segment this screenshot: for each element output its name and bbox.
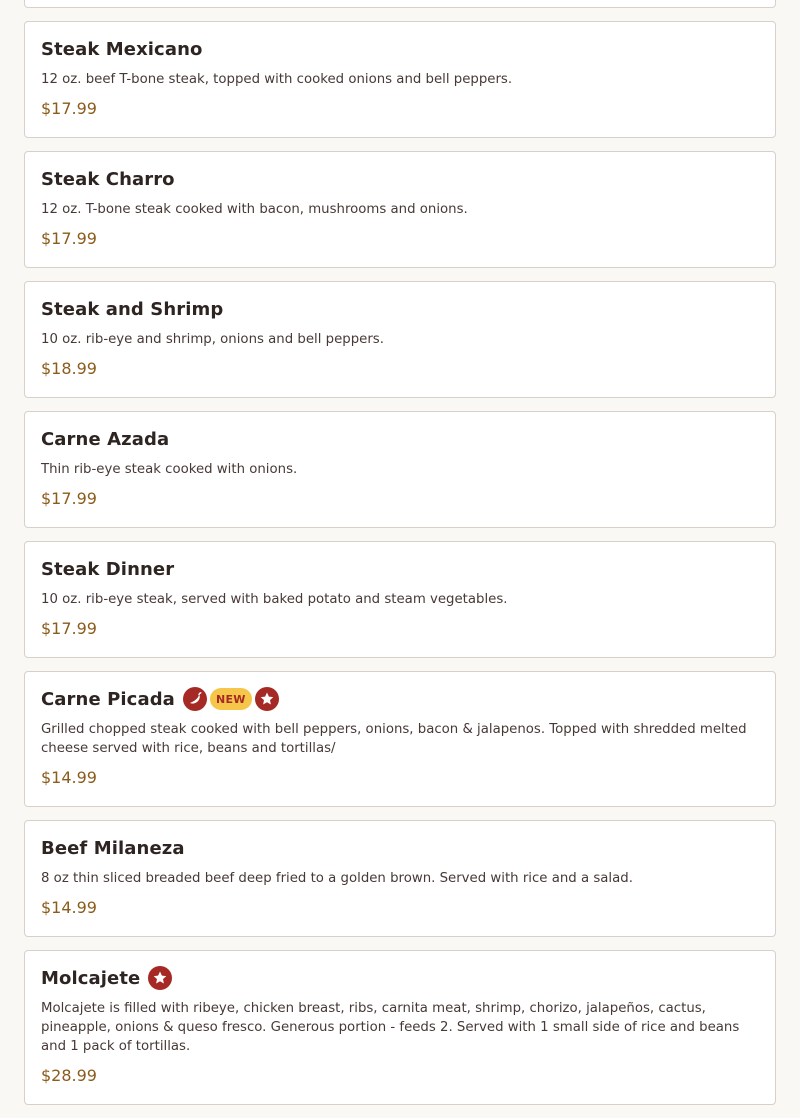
menu-item-card[interactable] [24, 21, 776, 138]
menu-item-card[interactable] [24, 151, 776, 268]
item-description: Molcajete is filled with ribeye, chicken breast, ribs, carnita meat, shrimp, chorizo, jalapeños, cactus, pineapple, onions & queso fresco. Generous portion - feeds 2. Served with 1 small side of rice and beans and 1 pack of tortillas. [41, 1001, 740, 1054]
item-price: $14.99 [41, 768, 97, 787]
item-description: 12 oz. T-bone steak cooked with bacon, mushrooms and onions. [41, 202, 468, 217]
item-description: 10 oz. rib-eye and shrimp, onions and bell peppers. [41, 332, 384, 347]
menu-item-card[interactable] [24, 950, 776, 1105]
title-row [41, 688, 759, 710]
item-name: Steak and Shrimp [41, 298, 224, 320]
menu-item-list [24, 0, 776, 1118]
item-price: $17.99 [41, 99, 97, 118]
item-name: Beef Milaneza [41, 837, 185, 859]
title-row [41, 38, 759, 60]
item-description: Grilled chopped steak cooked with bell peppers, onions, bacon & jalapenos. Topped with shredded melted cheese served with rice, beans and tortillas/ [41, 722, 747, 756]
title-row [41, 837, 759, 859]
item-price: $28.99 [41, 1066, 97, 1085]
title-row [41, 428, 759, 450]
item-price: $18.99 [41, 359, 97, 378]
menu-item-card[interactable] [24, 411, 776, 528]
item-name: Steak Mexicano [41, 38, 203, 60]
item-description: 8 oz thin sliced breaded beef deep fried to a golden brown. Served with rice and a salad. [41, 871, 633, 886]
menu-item-card[interactable] [24, 281, 776, 398]
item-name: Molcajete [41, 967, 141, 989]
menu-item-card[interactable] [24, 541, 776, 658]
spicy-icon [183, 687, 207, 711]
item-price: $17.99 [41, 229, 97, 248]
item-name: Steak Dinner [41, 558, 175, 580]
star-icon [255, 687, 279, 711]
item-price: $17.99 [41, 619, 97, 638]
item-badges [183, 687, 279, 711]
title-row [41, 558, 759, 580]
item-name: Steak Charro [41, 168, 175, 190]
title-row [41, 168, 759, 190]
item-price: $17.99 [41, 489, 97, 508]
item-name: Carne Picada [41, 688, 175, 710]
title-row [41, 967, 759, 989]
item-description: Thin rib-eye steak cooked with onions. [41, 462, 298, 477]
item-badges [148, 966, 172, 990]
new-badge: NEW [210, 688, 252, 710]
menu-item-card[interactable] [24, 820, 776, 937]
menu-item-card-partial[interactable] [24, 0, 776, 8]
menu-item-card[interactable] [24, 671, 776, 807]
item-description: 10 oz. rib-eye steak, served with baked potato and steam vegetables. [41, 592, 508, 607]
title-row [41, 298, 759, 320]
item-price: $14.99 [41, 898, 97, 917]
star-icon [148, 966, 172, 990]
item-name: Carne Azada [41, 428, 170, 450]
item-description: 12 oz. beef T-bone steak, topped with cooked onions and bell peppers. [41, 72, 513, 87]
